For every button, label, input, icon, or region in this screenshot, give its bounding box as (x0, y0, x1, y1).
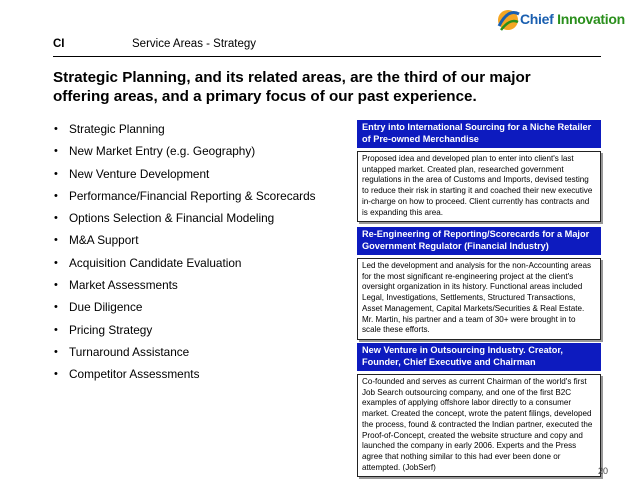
logo-swoosh-icon (495, 6, 521, 34)
slide-headline: Strategic Planning, and its related areas, are the third of our major offering areas, and a primary focus of our past experience. (53, 69, 531, 105)
case-study-box (357, 227, 601, 340)
service-item: • Competitor Assessments (53, 367, 316, 389)
logo-word-2: Innovation (557, 11, 625, 27)
service-item: • New Market Entry (e.g. Geography) (53, 144, 316, 166)
service-item: • M&A Support (53, 233, 316, 255)
service-item: • Performance/Financial Reporting & Scorecards (53, 189, 316, 211)
header-subtitle: Service Areas - Strategy (132, 38, 256, 50)
service-item: • Turnaround Assistance (53, 345, 316, 367)
service-item: • Options Selection & Financial Modeling (53, 211, 316, 233)
case-study-title: Entry into International Sourcing for a Niche Retailer of Pre-owned Merchandise (357, 120, 601, 148)
page-number: 20 (598, 466, 609, 476)
service-item: • Acquisition Candidate Evaluation (53, 256, 316, 278)
service-item: • Pricing Strategy (53, 323, 316, 345)
case-study-title: New Venture in Outsourcing Industry. Creator, Founder, Chief Executive and Chairman (357, 343, 601, 371)
service-item: • New Venture Development (53, 167, 316, 189)
logo-word-1: Chief (520, 11, 554, 27)
case-study-box (357, 120, 601, 222)
case-study-body: Co-founded and serves as current Chairman of the world's first Job Search outsourcing company, and one of the first B2C examples of applying offshore labor directly to a consumer market. Created the concept, wrote the patent filings, developed the process, found & contracted the Indian partner, executed the Proof-of-Concept, created the website structure and copy and launched the company in early 2006. Experts and the Press agree that nothing similar to this had ever been done or attempted. (JobSerf) (357, 374, 601, 477)
service-item: • Due Diligence (53, 300, 316, 322)
case-study-body: Led the development and analysis for the non-Accounting areas for the most significant re-engineering project at the client's oversight organization in its history. Functional areas included Legal, Investigations, Settlements, Structured Transactions, Asset Management, Capital Markets/Securities & Real Estate. Mr. Martin, his partner and a team of 30+ were brought in to scale these efforts. (357, 258, 601, 340)
service-item: • Strategic Planning (53, 122, 316, 144)
company-logo (495, 6, 625, 34)
header-divider (53, 56, 601, 57)
service-item: • Market Assessments (53, 278, 316, 300)
services-list (53, 122, 316, 390)
case-study-box (357, 343, 601, 477)
case-study-body: Proposed idea and developed plan to enter into client's last untapped market. Created plan, researched government regulations in the area of Customs and Imports, devised testing to reduce their risk in starting it and coached their new executive in-charge on how to proceed. Client currently has contracts and is expanding this area. (357, 151, 601, 222)
logo-wordmark (520, 11, 625, 27)
header-code: CI (53, 38, 65, 50)
case-study-title: Re-Engineering of Reporting/Scorecards for a Major Government Regulator (Financial Industry) (357, 227, 601, 255)
